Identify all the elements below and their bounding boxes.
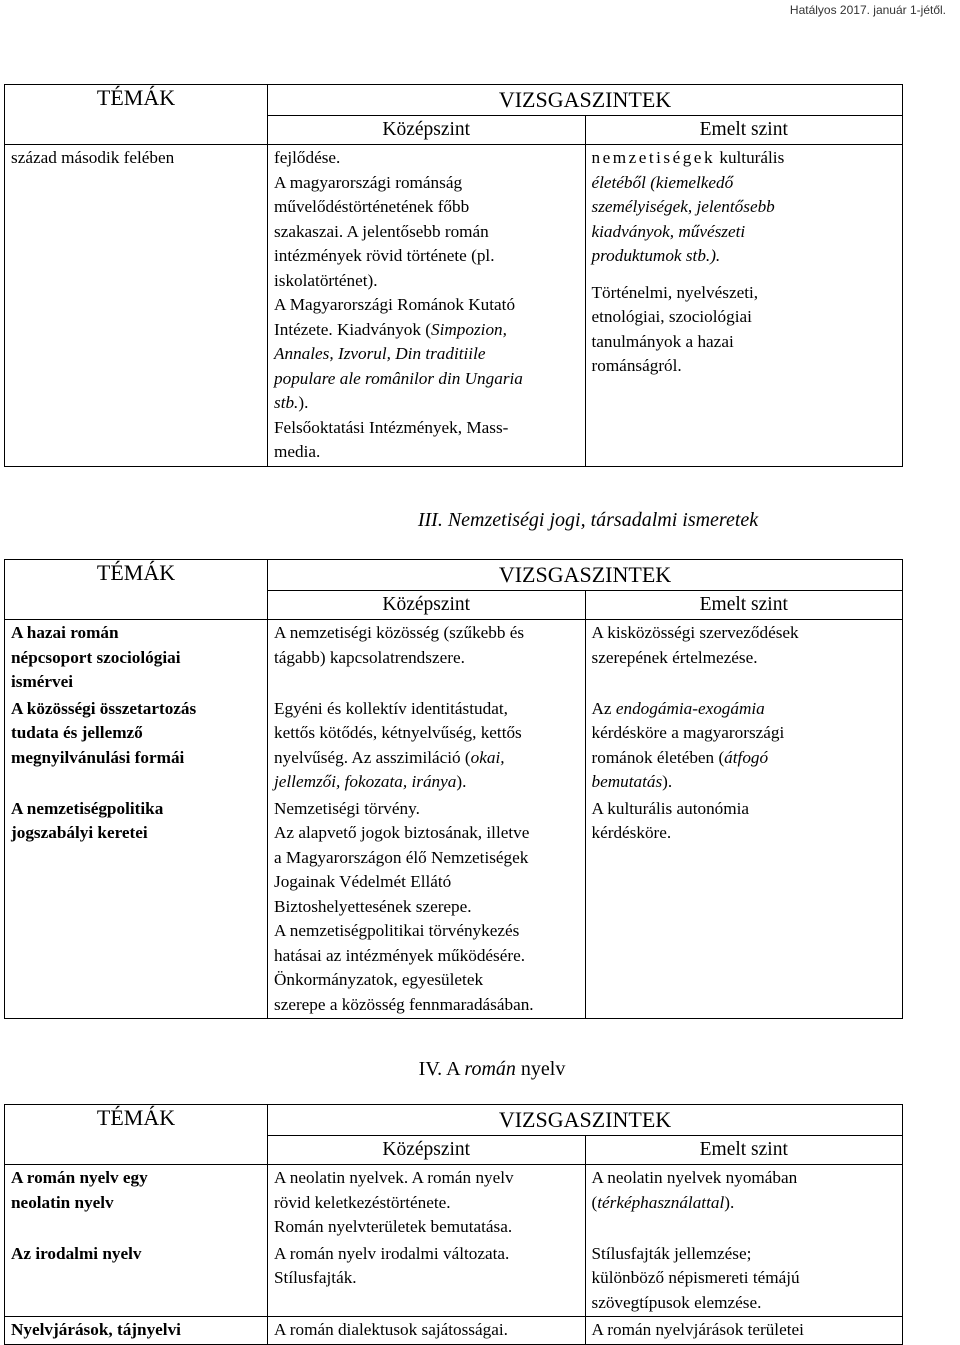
adv-line [592, 697, 897, 722]
topic-line: A román nyelv egy [11, 1168, 148, 1187]
adv-line: Történelmi, nyelvészeti, [591, 282, 759, 302]
table-row [5, 696, 903, 796]
mid-fragment-italic: jellemzői, fokozata, iránya [274, 772, 457, 791]
topic-line: tudata és jellemző [11, 723, 143, 742]
adv-fragment: kulturális [719, 148, 785, 167]
adv-line-italic: kiadványok, művészeti [591, 221, 746, 241]
adv-cell [585, 145, 903, 467]
topic-line: neolatin nyelv [11, 1192, 114, 1212]
adv-line-italic: személyiségek, jelentősebb [591, 197, 775, 216]
table-cultural-history [4, 84, 903, 467]
section-title-prefix: IV. A [418, 1058, 465, 1080]
table-row [5, 620, 903, 696]
mid-cell [268, 1165, 586, 1241]
adv-line: Stílusfajták jellemzése; [591, 1243, 752, 1263]
header-mid: Középszint [268, 591, 586, 620]
mid-line: A nemzetiségi közösség (szűkebb és [274, 623, 525, 642]
mid-line: Stílusfajták. [274, 1268, 357, 1287]
mid-line: Biztoshelyettesének szerepe. [274, 896, 472, 916]
mid-cell [268, 696, 586, 796]
table-legal-social [4, 559, 903, 1019]
mid-line [274, 391, 579, 416]
mid-fragment: Intézete. Kiadványok ( [274, 319, 432, 339]
section-title-iii: III. Nemzetiségi jogi, társadalmi ismeretek [417, 509, 759, 531]
header-topics: TÉMÁK [5, 1105, 268, 1165]
header-topics: TÉMÁK [5, 85, 268, 145]
adv-line: románságról. [591, 356, 682, 375]
adv-line: A kisközösségi szerveződések [591, 623, 799, 642]
topic-line: A hazai román [11, 623, 119, 642]
header-levels: VIZSGASZINTEK [268, 85, 903, 116]
mid-line [274, 318, 579, 343]
adv-line: kérdésköre a magyarországi [591, 723, 785, 742]
header-adv: Emelt szint [585, 116, 903, 145]
topic-cell [5, 796, 268, 1019]
page-header: Hatályos 2017. január 1-jétől. [789, 3, 946, 17]
table-row [5, 796, 903, 1019]
mid-line: a Magyarországon élő Nemzetiségek [274, 847, 529, 867]
adv-line: szövegtípusok elemzése. [591, 1292, 762, 1312]
adv-fragment: románok életében ( [591, 747, 725, 767]
topic-cell [5, 145, 268, 467]
mid-line: Román nyelvterületek bemutatása. [274, 1217, 513, 1236]
adv-cell [585, 796, 903, 1019]
mid-fragment-italic: okai, [470, 747, 505, 767]
adv-line [592, 146, 897, 171]
adv-fragment-italic: térképhasználattal [597, 1192, 725, 1212]
adv-line: szerepének értelmezése. [591, 647, 758, 667]
adv-cell [585, 1241, 903, 1317]
mid-line-italic: Annales, Izvorul, Din traditiile [274, 344, 486, 363]
mid-line: Felsőoktatási Intézmények, Mass- [274, 417, 509, 437]
adv-fragment-italic: átfogó [724, 747, 769, 767]
topic-line: A közösségi összetartozás [11, 698, 197, 718]
mid-line: szerepe a közösség fennmaradásában. [274, 994, 534, 1014]
topic-line: A nemzetiségpolitika [11, 798, 164, 818]
header-levels: VIZSGASZINTEK [268, 1105, 903, 1136]
section-title-suffix: nyelv [515, 1058, 566, 1080]
adv-fragment-italic: bemutatás [591, 772, 663, 791]
adv-cell [585, 696, 903, 796]
mid-line: művelődéstörténetének főbb [274, 197, 470, 216]
mid-line: Nemzetiségi törvény. [274, 798, 420, 818]
table-row [5, 1165, 903, 1241]
mid-line-italic: populare ale românilor din Ungaria [274, 368, 523, 388]
topic-line: ismérvei [11, 672, 74, 691]
mid-line: rövid keletkezéstörténete. [274, 1192, 451, 1212]
adv-line-italic: életéből (kiemelkedő [591, 172, 734, 192]
mid-fragment: ). [298, 393, 309, 412]
topic-text: század második felében [11, 148, 175, 167]
mid-line: A neolatin nyelvek. A román nyelv [274, 1168, 514, 1187]
mid-line: intézmények rövid története (pl. [274, 246, 495, 265]
mid-cell [268, 796, 586, 1019]
topic-cell [5, 1165, 268, 1241]
mid-line: Egyéni és kollektív identitástudat, [274, 698, 508, 718]
mid-line: A magyarországi románság [274, 172, 463, 192]
mid-fragment-italic: stb. [274, 393, 299, 412]
mid-fragment: nyelvűség. Az asszimiláció ( [274, 747, 471, 767]
mid-cell [268, 1241, 586, 1317]
mid-line: Jogainak Védelmét Ellátó [274, 872, 452, 891]
adv-line: kérdésköre. [591, 823, 672, 842]
mid-line [274, 746, 579, 771]
topic-line: Nyelvjárások, tájnyelvi [11, 1320, 181, 1339]
section-title-emphasis: román [464, 1058, 516, 1080]
adv-line: A neolatin nyelvek nyomában [591, 1168, 798, 1187]
topic-cell [5, 1241, 268, 1317]
topic-line: jogszabályi keretei [11, 823, 148, 842]
mid-line: A Magyarországi Románok Kutató [274, 295, 516, 314]
header-mid: Középszint [268, 116, 586, 145]
adv-fragment-spaced: nemzetiségek [591, 148, 716, 167]
adv-line [592, 770, 897, 795]
adv-fragment: Az [591, 698, 616, 718]
mid-line: Az alapvető jogok biztosának, illetve [274, 823, 530, 842]
adv-fragment: ). [724, 1192, 735, 1212]
mid-fragment: ). [456, 772, 467, 791]
mid-line: A nemzetiségpolitikai törvénykezés [274, 921, 520, 940]
adv-line: különböző népismereti témájú [591, 1268, 800, 1287]
adv-cell [585, 620, 903, 696]
mid-cell [268, 1317, 586, 1345]
mid-line: iskolatörténet). [274, 270, 378, 290]
section-title-iv [12, 1056, 960, 1082]
topic-cell [5, 696, 268, 796]
topic-cell [5, 620, 268, 696]
adv-line [592, 1191, 897, 1216]
table-row [5, 1241, 903, 1317]
header-adv: Emelt szint [585, 1136, 903, 1165]
table-romanian-language [4, 1104, 903, 1345]
mid-line: fejlődése. [274, 148, 341, 167]
table-row [5, 1317, 903, 1345]
adv-line-italic: produktumok stb.). [591, 246, 721, 265]
topic-line: népcsoport szociológiai [11, 647, 181, 667]
header-topics: TÉMÁK [5, 560, 268, 620]
mid-cell [268, 145, 586, 467]
mid-line: A román nyelv irodalmi változata. [274, 1243, 510, 1263]
mid-line: szakaszai. A jelentősebb román [274, 221, 489, 241]
header-levels: VIZSGASZINTEK [268, 560, 903, 591]
mid-line: Önkormányzatok, egyesületek [274, 970, 484, 989]
adv-cell [585, 1165, 903, 1241]
header-adv: Emelt szint [585, 591, 903, 620]
topic-line: Az irodalmi nyelv [11, 1243, 142, 1263]
adv-fragment: ( [591, 1192, 598, 1212]
adv-fragment-italic: endogámia-exogámia [615, 698, 765, 718]
spacer [592, 269, 897, 281]
adv-line: etnológiai, szociológiai [591, 307, 752, 326]
adv-line: A román nyelvjárások területei [591, 1320, 804, 1339]
adv-line: tanulmányok a hazai [591, 331, 734, 351]
adv-cell [585, 1317, 903, 1345]
mid-line: A román dialektusok sajátosságai. [274, 1320, 508, 1339]
mid-line: kettős kötődés, kétnyelvűség, kettős [274, 723, 522, 742]
mid-line: tágabb) kapcsolatrendszere. [274, 647, 465, 667]
topic-line: megnyilvánulási formái [11, 747, 185, 767]
mid-line: hatásai az intézmények működésére. [274, 945, 526, 965]
adv-line: A kulturális autonómia [591, 798, 750, 818]
mid-line [274, 770, 579, 795]
adv-line [592, 746, 897, 771]
mid-line: media. [274, 442, 321, 461]
table-row [5, 145, 903, 467]
adv-fragment: ). [662, 772, 673, 791]
header-mid: Középszint [268, 1136, 586, 1165]
mid-fragment-italic: Simpozion, [431, 319, 507, 339]
topic-cell [5, 1317, 268, 1345]
mid-cell [268, 620, 586, 696]
